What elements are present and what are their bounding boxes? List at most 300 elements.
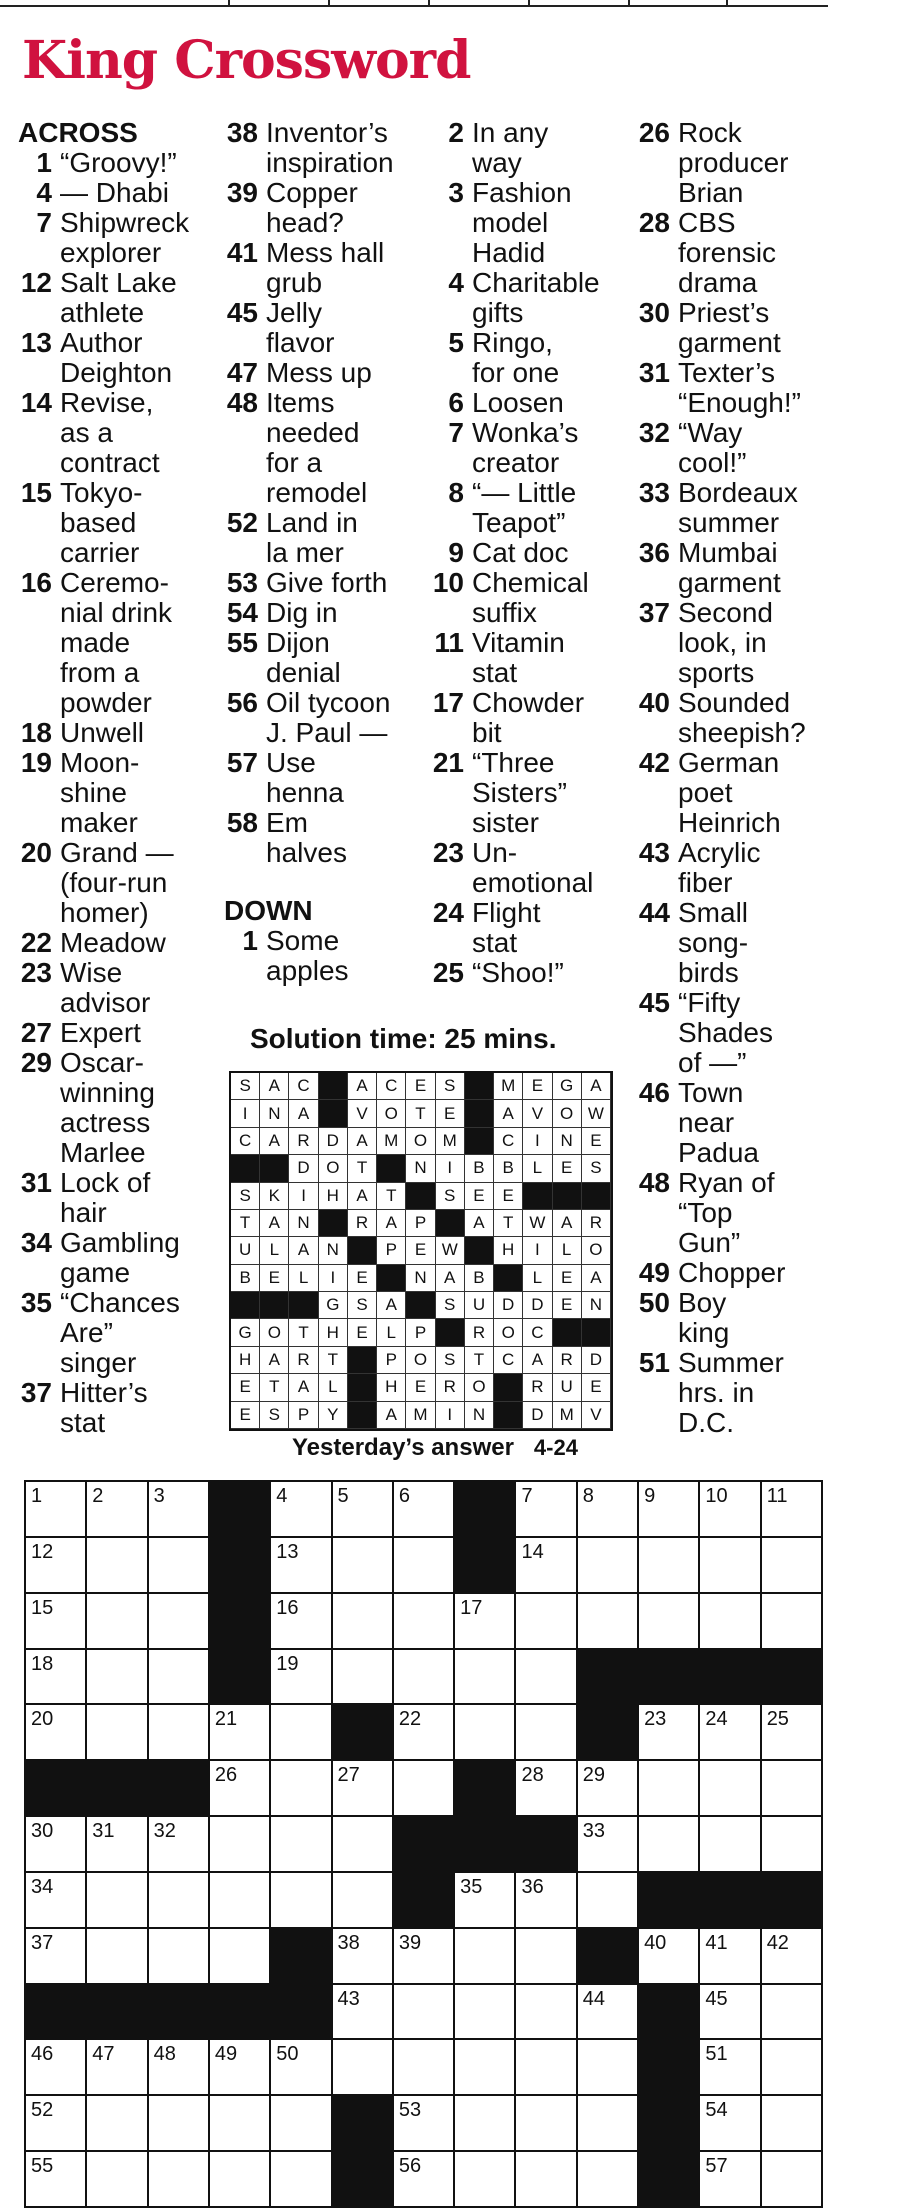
- answer-square[interactable]: [455, 1985, 516, 2041]
- answer-letter: L: [260, 1237, 289, 1264]
- clue-number: 25: [432, 957, 464, 988]
- down-clue: [636, 1348, 836, 1438]
- answer-square[interactable]: [578, 2040, 639, 2096]
- clue-number: 47: [226, 357, 258, 388]
- black-square: [348, 1402, 377, 1429]
- clue-text: Town near Padua: [678, 1077, 759, 1168]
- down-clue: [636, 208, 836, 298]
- square-number: 48: [153, 2043, 176, 2066]
- answer-square[interactable]: [271, 1538, 332, 1594]
- answer-letter: I: [523, 1237, 552, 1264]
- answer-square[interactable]: [271, 1482, 332, 1538]
- answer-square[interactable]: [26, 1594, 87, 1650]
- black-square: [494, 1402, 523, 1429]
- answer-square[interactable]: [700, 1761, 761, 1817]
- clue-number: 9: [448, 537, 464, 568]
- black-square: [260, 1155, 289, 1182]
- clue-text: Use henna: [266, 747, 344, 808]
- square-number: 31: [92, 1820, 115, 1843]
- clue-number: 14: [20, 387, 52, 418]
- across-clue: [224, 178, 424, 238]
- square-number: 2: [92, 1485, 104, 1507]
- square-number: 26: [214, 1764, 238, 1787]
- answer-square[interactable]: [271, 1761, 332, 1817]
- yesterday-date: 4-24: [533, 1435, 578, 1460]
- answer-square[interactable]: [149, 2152, 210, 2208]
- answer-square[interactable]: [87, 1817, 148, 1873]
- black-square: [455, 1817, 516, 1873]
- answer-letter: S: [582, 1155, 611, 1182]
- clue-number: 19: [20, 747, 52, 778]
- black-square: [377, 1155, 406, 1182]
- answer-square[interactable]: [700, 1817, 761, 1873]
- answer-letter: R: [553, 1347, 582, 1374]
- down-clue: [430, 628, 630, 688]
- answer-letter: D: [319, 1128, 348, 1155]
- answer-letter: S: [348, 1292, 377, 1319]
- answer-square[interactable]: [149, 1482, 210, 1538]
- answer-square[interactable]: [516, 2152, 577, 2208]
- clue-text: Small song- birds: [678, 897, 749, 988]
- answer-square[interactable]: [394, 1650, 455, 1706]
- answer-square[interactable]: [639, 1817, 700, 1873]
- square-number: 44: [582, 1987, 606, 2010]
- across-clue: [18, 838, 218, 928]
- answer-square[interactable]: [271, 1873, 332, 1929]
- answer-square[interactable]: [578, 2152, 639, 2208]
- clue-text: Oil tycoon J. Paul —: [266, 687, 391, 748]
- answer-letter: R: [582, 1210, 611, 1237]
- answer-square[interactable]: [516, 1761, 577, 1817]
- answer-square[interactable]: [455, 1929, 516, 1985]
- answer-square[interactable]: [26, 1650, 87, 1706]
- answer-square[interactable]: [394, 1985, 455, 2041]
- answer-square[interactable]: [394, 1482, 455, 1538]
- across-heading: ACROSS: [18, 117, 138, 148]
- answer-letter: W: [582, 1100, 611, 1127]
- down-clue: [430, 268, 630, 328]
- answer-letter: R: [465, 1319, 494, 1346]
- clue-text: “Groovy!”: [60, 147, 177, 178]
- answer-square[interactable]: [700, 1538, 761, 1594]
- answer-square[interactable]: [210, 1761, 271, 1817]
- answer-letter: I: [289, 1183, 318, 1210]
- clue-text: Bordeaux summer: [678, 477, 798, 538]
- clue-text: Chemical suffix: [472, 567, 589, 628]
- clue-text: In any way: [472, 117, 549, 178]
- black-square: [516, 1817, 577, 1873]
- across-clue: [18, 148, 218, 178]
- answer-square[interactable]: [87, 2152, 148, 2208]
- answer-square[interactable]: [271, 2152, 332, 2208]
- black-square: [494, 1265, 523, 1292]
- clue-number: 7: [36, 207, 52, 238]
- clue-text: Priest’s garment: [678, 297, 781, 358]
- answer-square[interactable]: [26, 1817, 87, 1873]
- answer-square[interactable]: [455, 1705, 516, 1761]
- square-number: 9: [644, 1485, 656, 1507]
- answer-square[interactable]: [700, 1594, 761, 1650]
- black-square: [762, 1873, 823, 1929]
- answer-letter: O: [582, 1237, 611, 1264]
- yesterday-label: Yesterday’s answer: [292, 1434, 514, 1461]
- answer-square[interactable]: [26, 1538, 87, 1594]
- answer-square[interactable]: [700, 1705, 761, 1761]
- answer-letter: G: [231, 1319, 260, 1346]
- across-clue: [18, 208, 218, 268]
- clue-number: 1: [242, 925, 258, 956]
- answer-letter: A: [553, 1210, 582, 1237]
- answer-square[interactable]: [455, 1650, 516, 1706]
- answer-letter: N: [289, 1210, 318, 1237]
- down-clue: [636, 118, 836, 208]
- black-square: [319, 1073, 348, 1100]
- answer-square[interactable]: [149, 1538, 210, 1594]
- answer-square[interactable]: [455, 2152, 516, 2208]
- clue-text: Vitamin stat: [472, 627, 565, 688]
- square-number: 16: [276, 1596, 299, 1619]
- answer-letter: E: [553, 1155, 582, 1182]
- answer-letter: H: [319, 1183, 348, 1210]
- answer-square[interactable]: [639, 1929, 700, 1985]
- answer-square[interactable]: [333, 1817, 394, 1873]
- answer-letter: P: [377, 1347, 406, 1374]
- answer-square[interactable]: [26, 2096, 87, 2152]
- answer-letter: D: [289, 1155, 318, 1182]
- answer-square[interactable]: [149, 1817, 210, 1873]
- answer-square[interactable]: [639, 1761, 700, 1817]
- answer-square[interactable]: [333, 1761, 394, 1817]
- answer-square[interactable]: [26, 1873, 87, 1929]
- clue-text: Rock producer Brian: [678, 117, 789, 208]
- answer-square[interactable]: [333, 1650, 394, 1706]
- answer-letter: S: [436, 1183, 465, 1210]
- clue-text: Wonka’s creator: [472, 417, 579, 478]
- clue-column-1: [18, 118, 218, 1438]
- answer-letter: L: [289, 1265, 318, 1292]
- answer-square[interactable]: [26, 2040, 87, 2096]
- answer-square[interactable]: [455, 2096, 516, 2152]
- answer-square[interactable]: [87, 1705, 148, 1761]
- answer-square[interactable]: [762, 2096, 823, 2152]
- clue-number: 28: [638, 207, 670, 238]
- answer-letter: U: [231, 1237, 260, 1264]
- answer-square[interactable]: [578, 1761, 639, 1817]
- answer-square[interactable]: [210, 2040, 271, 2096]
- answer-square[interactable]: [149, 2040, 210, 2096]
- square-number: 42: [766, 1931, 789, 1954]
- answer-letter: O: [260, 1319, 289, 1346]
- answer-square[interactable]: [394, 1929, 455, 1985]
- black-square: [319, 1210, 348, 1237]
- answer-square[interactable]: [394, 1594, 455, 1650]
- black-square: [26, 1761, 87, 1817]
- clue-text: “Three Sisters” sister: [472, 747, 567, 838]
- answer-square[interactable]: [271, 2096, 332, 2152]
- answer-letter: A: [582, 1265, 611, 1292]
- answer-letter: R: [348, 1210, 377, 1237]
- clue-number: 31: [20, 1167, 52, 1198]
- black-square: [348, 1374, 377, 1401]
- answer-letter: C: [523, 1319, 552, 1346]
- clue-number: 17: [432, 687, 464, 718]
- answer-letter: A: [289, 1237, 318, 1264]
- answer-square[interactable]: [762, 1705, 823, 1761]
- clue-column-3: [430, 118, 630, 988]
- answer-square[interactable]: [333, 1929, 394, 1985]
- answer-square[interactable]: [578, 2096, 639, 2152]
- answer-square[interactable]: [87, 1650, 148, 1706]
- answer-square[interactable]: [271, 1817, 332, 1873]
- crossword-grid: [24, 1480, 823, 2208]
- answer-letter: A: [348, 1183, 377, 1210]
- solution-time: Solution time: 25 mins.: [250, 1023, 557, 1054]
- answer-square[interactable]: [700, 1929, 761, 1985]
- answer-letter: E: [406, 1073, 435, 1100]
- answer-letter: N: [406, 1265, 435, 1292]
- clue-number: 50: [638, 1287, 670, 1318]
- answer-square[interactable]: [762, 1985, 823, 2041]
- black-square: [639, 2152, 700, 2208]
- answer-square[interactable]: [333, 1594, 394, 1650]
- clue-number: 8: [448, 477, 464, 508]
- down-clue: [430, 838, 630, 898]
- clue-number: 37: [638, 597, 670, 628]
- clue-number: 33: [638, 477, 670, 508]
- answer-square[interactable]: [333, 2040, 394, 2096]
- answer-square[interactable]: [455, 1873, 516, 1929]
- answer-square[interactable]: [87, 1482, 148, 1538]
- answer-square[interactable]: [762, 1929, 823, 1985]
- answer-square[interactable]: [87, 1594, 148, 1650]
- clue-text: Texter’s “Enough!”: [678, 357, 801, 418]
- answer-square[interactable]: [578, 1594, 639, 1650]
- clue-number: 38: [226, 117, 258, 148]
- square-number: 41: [705, 1931, 728, 1954]
- answer-letter: M: [377, 1128, 406, 1155]
- clue-number: 22: [20, 927, 52, 958]
- black-square: [319, 1100, 348, 1127]
- answer-letter: E: [406, 1374, 435, 1401]
- black-square: [578, 1650, 639, 1706]
- answer-letter: E: [231, 1374, 260, 1401]
- answer-letter: V: [523, 1100, 552, 1127]
- answer-square[interactable]: [762, 1538, 823, 1594]
- square-number: 55: [31, 2155, 54, 2178]
- answer-square[interactable]: [700, 1985, 761, 2041]
- answer-letter: M: [436, 1128, 465, 1155]
- answer-letter: T: [494, 1210, 523, 1237]
- answer-square[interactable]: [210, 2096, 271, 2152]
- answer-letter: V: [582, 1402, 611, 1429]
- answer-square[interactable]: [149, 2096, 210, 2152]
- answer-square[interactable]: [149, 1594, 210, 1650]
- square-number: 22: [398, 1708, 422, 1731]
- yesterday-answer-caption: [292, 1434, 578, 1462]
- across-clue: [18, 388, 218, 478]
- answer-square[interactable]: [639, 1482, 700, 1538]
- down-clue: [430, 898, 630, 958]
- square-number: 21: [214, 1708, 238, 1731]
- square-number: 47: [92, 2043, 115, 2066]
- answer-square[interactable]: [149, 1705, 210, 1761]
- answer-square[interactable]: [210, 1929, 271, 1985]
- answer-letter: O: [377, 1100, 406, 1127]
- answer-square[interactable]: [271, 1594, 332, 1650]
- answer-square[interactable]: [762, 2152, 823, 2208]
- answer-square[interactable]: [394, 2152, 455, 2208]
- answer-square[interactable]: [333, 1538, 394, 1594]
- square-number: 33: [582, 1820, 606, 1843]
- answer-square[interactable]: [271, 1705, 332, 1761]
- answer-square[interactable]: [210, 1705, 271, 1761]
- black-square: [87, 1985, 148, 2041]
- across-clue: [18, 928, 218, 958]
- answer-square[interactable]: [394, 2096, 455, 2152]
- answer-square[interactable]: [210, 1873, 271, 1929]
- answer-square[interactable]: [26, 2152, 87, 2208]
- answer-letter: W: [523, 1210, 552, 1237]
- clue-number: 55: [226, 627, 258, 658]
- answer-letter: N: [260, 1100, 289, 1127]
- answer-square[interactable]: [516, 2096, 577, 2152]
- answer-square[interactable]: [516, 1873, 577, 1929]
- answer-square[interactable]: [455, 2040, 516, 2096]
- answer-letter: A: [260, 1347, 289, 1374]
- black-square: [465, 1128, 494, 1155]
- clue-text: Loosen: [472, 387, 564, 418]
- answer-square[interactable]: [333, 1482, 394, 1538]
- answer-square[interactable]: [700, 2040, 761, 2096]
- answer-letter: C: [377, 1073, 406, 1100]
- answer-square[interactable]: [149, 1929, 210, 1985]
- answer-letter: E: [582, 1128, 611, 1155]
- answer-letter: A: [289, 1374, 318, 1401]
- answer-square[interactable]: [210, 1817, 271, 1873]
- across-clue: [224, 808, 424, 868]
- answer-letter: L: [523, 1155, 552, 1182]
- answer-square[interactable]: [516, 1705, 577, 1761]
- black-square: [149, 1985, 210, 2041]
- answer-square[interactable]: [516, 1650, 577, 1706]
- black-square: [553, 1319, 582, 1346]
- answer-square[interactable]: [516, 1482, 577, 1538]
- answer-square[interactable]: [87, 2096, 148, 2152]
- black-square: [210, 1594, 271, 1650]
- across-clue: [18, 328, 218, 388]
- answer-letter: P: [377, 1237, 406, 1264]
- answer-square[interactable]: [26, 1929, 87, 1985]
- answer-square[interactable]: [87, 1538, 148, 1594]
- answer-square[interactable]: [516, 1929, 577, 1985]
- answer-square[interactable]: [333, 1985, 394, 2041]
- answer-square[interactable]: [394, 1761, 455, 1817]
- answer-square[interactable]: [333, 1873, 394, 1929]
- answer-square[interactable]: [639, 1705, 700, 1761]
- answer-square[interactable]: [26, 1482, 87, 1538]
- clue-number: 48: [638, 1167, 670, 1198]
- answer-square[interactable]: [578, 1873, 639, 1929]
- square-number: 15: [31, 1596, 54, 1619]
- down-clue: [430, 388, 630, 418]
- black-square: [639, 1873, 700, 1929]
- answer-square[interactable]: [762, 1482, 823, 1538]
- clue-text: Land in la mer: [266, 507, 358, 568]
- answer-square[interactable]: [26, 1705, 87, 1761]
- answer-square[interactable]: [394, 1538, 455, 1594]
- black-square: [210, 1538, 271, 1594]
- answer-square[interactable]: [762, 2040, 823, 2096]
- clue-number: 16: [20, 567, 52, 598]
- down-clue: [224, 926, 424, 986]
- down-clue: [430, 688, 630, 748]
- square-number: 39: [398, 1931, 422, 1954]
- answer-square[interactable]: [516, 2040, 577, 2096]
- black-square: [465, 1237, 494, 1264]
- answer-letter: H: [319, 1319, 348, 1346]
- answer-square[interactable]: [455, 1594, 516, 1650]
- answer-square[interactable]: [700, 1482, 761, 1538]
- answer-square[interactable]: [639, 1594, 700, 1650]
- answer-square[interactable]: [639, 1538, 700, 1594]
- answer-letter: H: [231, 1347, 260, 1374]
- answer-square[interactable]: [87, 1873, 148, 1929]
- answer-square[interactable]: [700, 2096, 761, 2152]
- black-square: [377, 1265, 406, 1292]
- clue-text: German poet Heinrich: [678, 747, 781, 838]
- answer-square[interactable]: [394, 2040, 455, 2096]
- answer-square[interactable]: [578, 1482, 639, 1538]
- down-clue: [636, 1078, 836, 1168]
- clue-number: 35: [20, 1287, 52, 1318]
- answer-square[interactable]: [516, 1594, 577, 1650]
- answer-square[interactable]: [210, 2152, 271, 2208]
- black-square: [455, 1538, 516, 1594]
- answer-square[interactable]: [578, 1538, 639, 1594]
- answer-letter: D: [523, 1402, 552, 1429]
- answer-letter: I: [436, 1402, 465, 1429]
- down-clue: [636, 598, 836, 688]
- answer-square[interactable]: [87, 2040, 148, 2096]
- answer-square[interactable]: [149, 1650, 210, 1706]
- answer-square[interactable]: [762, 1594, 823, 1650]
- answer-square[interactable]: [516, 1985, 577, 2041]
- clue-text: Charitable gifts: [472, 267, 600, 328]
- clue-number: 12: [20, 267, 52, 298]
- clue-number: 40: [638, 687, 670, 718]
- clue-number: 27: [20, 1017, 52, 1048]
- down-clue: [430, 568, 630, 628]
- black-square: [289, 1292, 318, 1319]
- answer-square[interactable]: [149, 1873, 210, 1929]
- answer-square[interactable]: [271, 2040, 332, 2096]
- answer-letter: A: [494, 1100, 523, 1127]
- answer-square[interactable]: [271, 1650, 332, 1706]
- answer-square[interactable]: [578, 1985, 639, 2041]
- answer-square[interactable]: [700, 2152, 761, 2208]
- answer-square[interactable]: [516, 1538, 577, 1594]
- answer-square[interactable]: [578, 1817, 639, 1873]
- answer-square[interactable]: [762, 1761, 823, 1817]
- down-clue: [636, 1168, 836, 1258]
- answer-square[interactable]: [762, 1817, 823, 1873]
- answer-letter: I: [231, 1100, 260, 1127]
- black-square: [348, 1347, 377, 1374]
- square-number: 53: [398, 2099, 422, 2122]
- answer-square[interactable]: [87, 1929, 148, 1985]
- answer-letter: D: [523, 1292, 552, 1319]
- answer-square[interactable]: [394, 1705, 455, 1761]
